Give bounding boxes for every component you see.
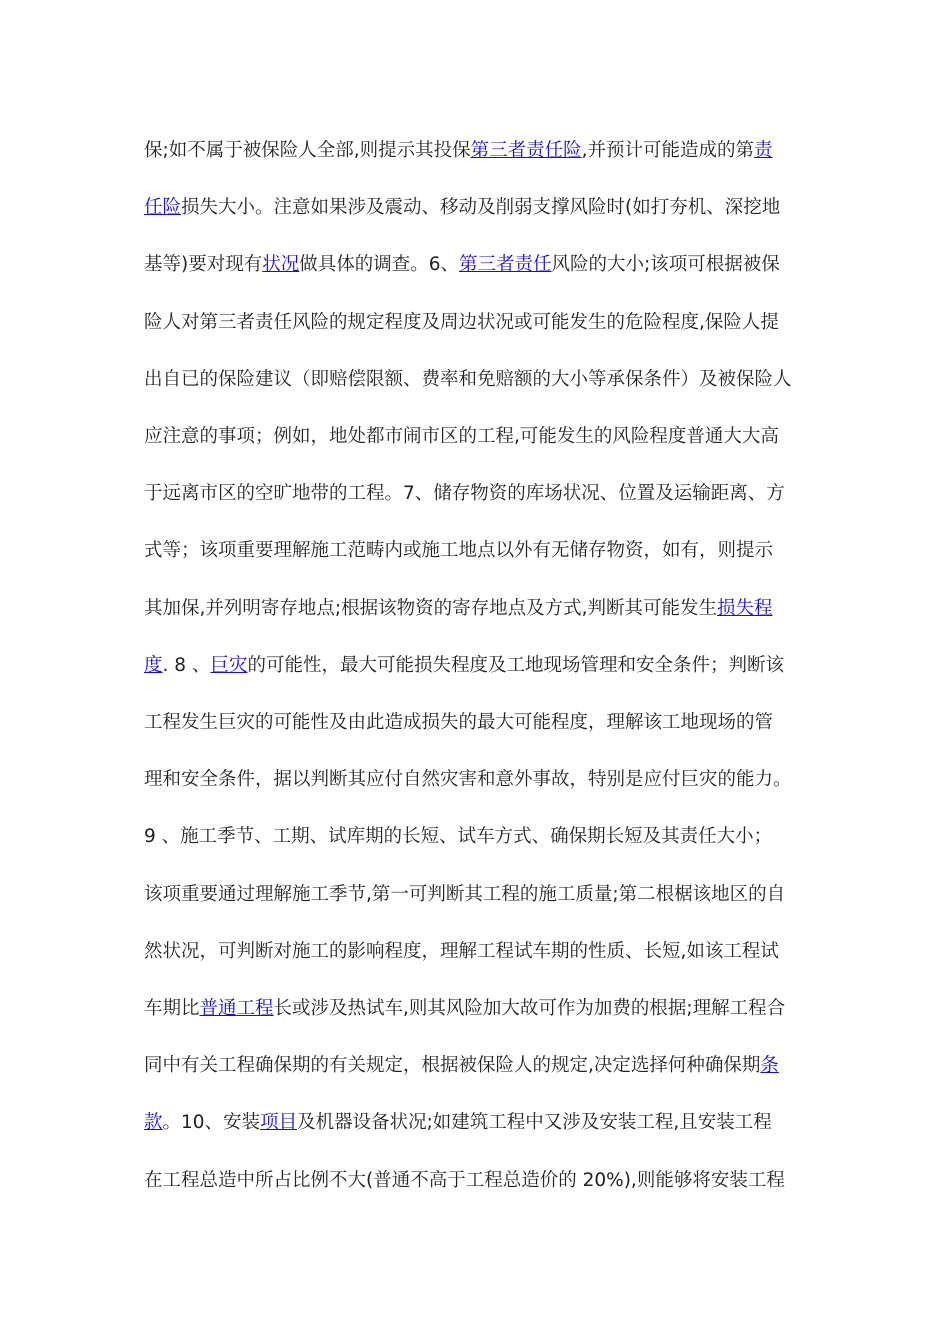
text-line	[144, 1052, 834, 1080]
text-span: 9 、施工季节、工期、试库期的长短、试车方式、确保期长短及其责任大小；	[144, 826, 773, 848]
text-span: 的可能性，最大可能损失程度及工地现场管理和安全条件；判断该	[247, 654, 784, 676]
text-span: 及机器设备状况;如建筑工程中又涉及安装工程,且安装工程	[297, 1112, 772, 1134]
text-line	[144, 709, 834, 737]
text-line	[144, 1167, 834, 1195]
inline-link[interactable]: 普通工程	[199, 998, 274, 1019]
text-line	[144, 1109, 834, 1137]
text-span: 出自已的保险建议（即赔偿限额、费率和免赔额的大小等承保条件）及被保险人	[144, 368, 792, 390]
text-span: 工程发生巨灾的可能性及由此造成损失的最大可能程度，理解该工地现场的管	[144, 712, 774, 733]
text-span: 做具体的调查。6、	[299, 254, 460, 276]
text-span: 然状况，可判断对施工的影响程度，理解工程试车期的性质、长短,如该工程试	[144, 940, 779, 962]
text-span: 基等)要对现有	[144, 254, 263, 276]
text-line	[144, 194, 834, 222]
inline-link[interactable]: 款	[144, 1112, 163, 1134]
text-line	[144, 309, 834, 337]
text-span: 理和安全条件，据以判断其应付自然灾害和意外事故，特别是应付巨灾的能力。	[144, 769, 792, 791]
inline-link[interactable]: 任险	[144, 197, 182, 219]
text-span: 长或涉及热试车,则其风险加大故可作为加费的根据;理解工程合	[273, 998, 786, 1019]
inline-link[interactable]: 损失程	[717, 597, 773, 619]
text-span: 保;如不属于被保险人全部,则提示其投保	[144, 140, 471, 161]
text-span: . 8 、	[162, 654, 211, 676]
text-span: ,并预计可能造成的第	[581, 140, 755, 161]
text-line	[144, 823, 834, 851]
text-line	[144, 652, 834, 680]
text-line	[144, 480, 834, 508]
text-span: 车期比	[144, 998, 200, 1019]
text-line	[144, 537, 834, 565]
text-span: 险人对第三者责任风险的规定程度及周边状况或可能发生的危险程度,保险人提	[144, 311, 779, 333]
text-span: 损失大小。注意如果涉及震动、移动及削弱支撑风险时(如打夯机、深挖地	[181, 197, 781, 219]
text-span: 式等；该项重要理解施工范畴内或施工地点以外有无储存物资，如有，则提示	[144, 540, 774, 562]
text-line	[144, 595, 834, 623]
inline-link[interactable]: 项目	[260, 1112, 298, 1134]
inline-link[interactable]: 第三者责任	[459, 254, 552, 276]
text-span: 在工程总造中所占比例不大(普通不高于工程总造价的 20%),则能够将安装工程	[144, 1169, 785, 1191]
text-line	[144, 766, 834, 794]
inline-link[interactable]: 巨灾	[210, 654, 248, 676]
text-line	[144, 251, 834, 279]
inline-link[interactable]: 责	[754, 140, 773, 161]
text-line	[144, 995, 834, 1023]
text-line	[144, 881, 834, 909]
inline-link[interactable]: 度	[144, 654, 163, 676]
inline-link[interactable]: 状况	[262, 254, 300, 276]
text-span: 其加保,并列明寄存地点;根据该物资的寄存地点及方式,判断其可能发生	[144, 597, 717, 619]
text-span: 于远离市区的空旷地带的工程。7、储存物资的库场状况、位置及运输距离、方	[144, 483, 785, 505]
text-span: 风险的大小;该项可根据被保	[551, 254, 780, 276]
text-span: 应注意的事项；例如，地处都市闹市区的工程,可能发生的风险程度普通大大高	[144, 426, 779, 447]
text-line	[144, 137, 834, 165]
text-line	[144, 366, 834, 394]
text-line	[144, 423, 834, 451]
text-line	[144, 938, 834, 966]
text-span: 。10、安装	[162, 1112, 261, 1134]
text-span: 同中有关工程确保期的有关规定，根据被保险人的规定,决定选择何种确保期	[144, 1055, 761, 1077]
inline-link[interactable]: 条	[760, 1055, 779, 1077]
inline-link[interactable]: 第三者责任险	[470, 140, 582, 161]
text-span: 该项重要通过理解施工季节,第一可判断其工程的施工质量;第二根椐该地区的自	[144, 883, 786, 905]
